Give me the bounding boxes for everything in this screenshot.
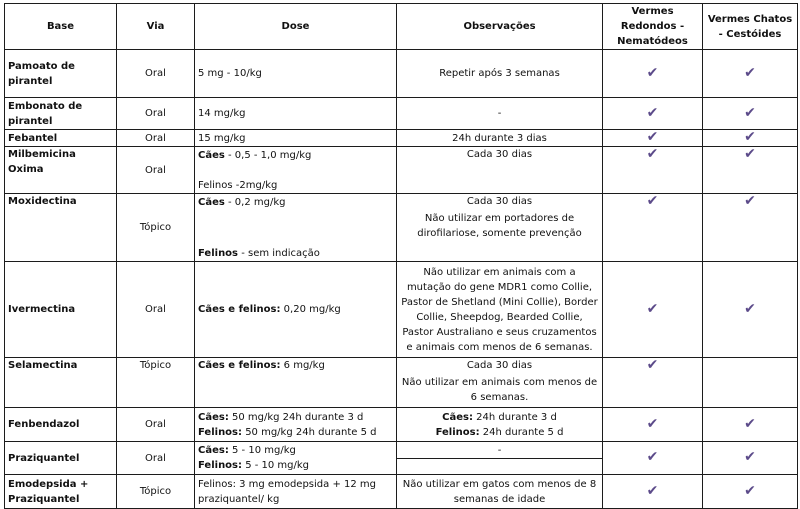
dose-value-felinos: - sem indicação — [238, 247, 320, 259]
check-icon: ✔ — [744, 193, 756, 209]
cell-base: Embonato de pirantel — [5, 98, 117, 130]
header-dose: Dose — [195, 4, 397, 50]
cell-chatos — [703, 358, 798, 408]
cell-obs — [397, 358, 603, 408]
cell-redondos — [603, 262, 703, 358]
cell-base: Emodepsida + Praziquantel — [5, 475, 117, 509]
cell-dose: 14 mg/kg — [195, 98, 397, 130]
cell-chatos — [703, 194, 798, 262]
cell-redondos — [603, 130, 703, 147]
check-icon: ✔ — [646, 146, 659, 162]
obs-line: Cada 30 dias — [466, 196, 533, 207]
cell-dose — [195, 408, 397, 442]
dose-value-caes: - 0,5 - 1,0 mg/kg — [224, 149, 312, 161]
cell-base: Pamoato de pirantel — [5, 50, 117, 98]
cell-obs: Não utilizar em animais com a mutação do gene MDR1 como Collie, Pastor de Shetland (Mini Collie), Border Collie, Sheepdog, Bearded Collie, Pastor Australiano e seus cruzamentos e animais com menos de 6 semanas. — [397, 262, 603, 358]
header-row — [5, 4, 798, 50]
cell-dose — [195, 358, 397, 408]
cell-base: Selamectina — [5, 358, 117, 408]
cell-chatos — [703, 50, 798, 98]
cell-via: Oral — [117, 408, 195, 442]
check-icon: ✔ — [744, 300, 756, 317]
table-row — [5, 50, 798, 98]
check-icon: ✔ — [744, 146, 756, 162]
dose-label-caes: Cães — [198, 149, 225, 161]
check-icon: ✔ — [646, 104, 659, 121]
table-row — [5, 442, 798, 475]
cell-redondos — [603, 147, 703, 194]
cell-obs: 24h durante 3 dias — [397, 130, 603, 147]
table-row — [5, 130, 798, 147]
header-base: Base — [5, 4, 117, 50]
cell-redondos — [603, 475, 703, 509]
table-row — [5, 262, 798, 358]
cell-base: Ivermectina — [5, 262, 117, 358]
table-row — [5, 408, 798, 442]
dose-label-felinos: Felinos: — [198, 460, 243, 471]
obs-line-empty — [397, 459, 602, 474]
cell-obs — [397, 194, 603, 262]
cell-via: Tópico — [117, 475, 195, 509]
cell-obs: - — [397, 98, 603, 130]
cell-chatos — [703, 442, 798, 475]
header-chatos: Vermes Chatos - Cestóides — [703, 4, 798, 50]
cell-obs — [397, 442, 603, 475]
cell-chatos — [703, 130, 798, 147]
obs-label-felinos: Felinos: — [435, 426, 480, 438]
cell-dose — [195, 262, 397, 358]
check-icon: ✔ — [646, 482, 659, 499]
dose-value-caes: - 0,2 mg/kg — [224, 196, 286, 208]
dose-label-felinos: Felinos: — [198, 426, 243, 438]
cell-base: Fenbendazol — [5, 408, 117, 442]
cell-redondos — [603, 50, 703, 98]
cell-dose: 5 mg - 10/kg — [195, 50, 397, 98]
dose-value: 0,20 mg/kg — [280, 304, 341, 315]
check-icon: ✔ — [646, 357, 659, 373]
header-redondos: Vermes Redondos - Nematódeos — [603, 4, 703, 50]
cell-chatos — [703, 262, 798, 358]
dose-label-caes: Cães: — [198, 445, 229, 456]
cell-base: Moxidectina — [5, 194, 117, 262]
cell-via: Oral — [117, 262, 195, 358]
cell-via: Oral — [117, 130, 195, 147]
check-icon: ✔ — [646, 415, 659, 432]
cell-redondos — [603, 98, 703, 130]
cell-base: Febantel — [5, 130, 117, 147]
cell-chatos — [703, 147, 798, 194]
check-icon: ✔ — [744, 129, 756, 145]
dose-label: Cães e felinos: — [198, 304, 281, 315]
check-icon: ✔ — [744, 64, 756, 81]
check-icon: ✔ — [646, 129, 659, 145]
cell-redondos — [603, 194, 703, 262]
cell-redondos — [603, 358, 703, 408]
cell-base: Milbemicina Oxima — [5, 147, 117, 194]
cell-via: Oral — [117, 50, 195, 98]
obs-value-caes: 24h durante 3 d — [473, 411, 557, 423]
check-icon: ✔ — [646, 449, 659, 465]
table-row — [5, 147, 798, 194]
cell-dose — [195, 442, 397, 475]
obs-line: Não utilizar em animais com menos de 6 semanas. — [401, 377, 598, 403]
check-icon: ✔ — [744, 482, 756, 499]
dose-value-felinos: 5 - 10 mg/kg — [242, 460, 310, 471]
check-icon: ✔ — [646, 193, 659, 209]
obs-line: Não utilizar em portadores de dirofilariose, somente prevenção — [417, 213, 582, 239]
cell-obs — [397, 408, 603, 442]
dose-value-felinos: Felinos -2mg/kg — [198, 179, 278, 191]
cell-base: Praziquantel — [5, 442, 117, 475]
dose-label: Cães e felinos: — [198, 360, 281, 371]
dose-label-caes: Cães — [198, 196, 225, 208]
table-row — [5, 98, 798, 130]
cell-chatos — [703, 408, 798, 442]
check-icon: ✔ — [744, 104, 756, 121]
dewormer-table — [4, 3, 798, 509]
cell-dose: 15 mg/kg — [195, 130, 397, 147]
dose-value-felinos: 50 mg/kg 24h durante 5 d — [242, 426, 377, 438]
cell-obs: Repetir após 3 semanas — [397, 50, 603, 98]
header-obs: Observações — [397, 4, 603, 50]
cell-chatos — [703, 475, 798, 509]
cell-dose — [195, 194, 397, 262]
dose-value-caes: 5 - 10 mg/kg — [228, 445, 296, 456]
cell-obs: Não utilizar em gatos com menos de 8 semanas de idade — [397, 475, 603, 509]
table-row — [5, 475, 798, 509]
check-icon: ✔ — [744, 415, 756, 432]
check-icon: ✔ — [646, 64, 659, 81]
cell-redondos — [603, 408, 703, 442]
cell-via: Tópico — [117, 194, 195, 262]
cell-via: Tópico — [117, 358, 195, 408]
table-row — [5, 358, 798, 408]
dose-label-felinos: Felinos — [198, 247, 239, 259]
dose-value: 6 mg/kg — [280, 360, 325, 371]
obs-label-caes: Cães: — [442, 411, 473, 423]
cell-dose — [195, 147, 397, 194]
check-icon: ✔ — [646, 300, 659, 317]
cell-via: Oral — [117, 442, 195, 475]
cell-chatos — [703, 98, 798, 130]
obs-line: - — [397, 443, 602, 459]
obs-line: Cada 30 dias — [466, 360, 533, 371]
obs-value-felinos: 24h durante 5 d — [479, 426, 564, 438]
header-via: Via — [117, 4, 195, 50]
cell-dose: Felinos: 3 mg emodepsida + 12 mg praziquantel/ kg — [195, 475, 397, 509]
cell-via: Oral — [117, 147, 195, 194]
check-icon: ✔ — [744, 449, 756, 465]
dose-value-caes: 50 mg/kg 24h durante 3 d — [228, 411, 364, 423]
table-row — [5, 194, 798, 262]
cell-redondos — [603, 442, 703, 475]
cell-obs: Cada 30 dias — [397, 147, 603, 194]
cell-via: Oral — [117, 98, 195, 130]
dose-label-caes: Cães: — [198, 411, 229, 423]
